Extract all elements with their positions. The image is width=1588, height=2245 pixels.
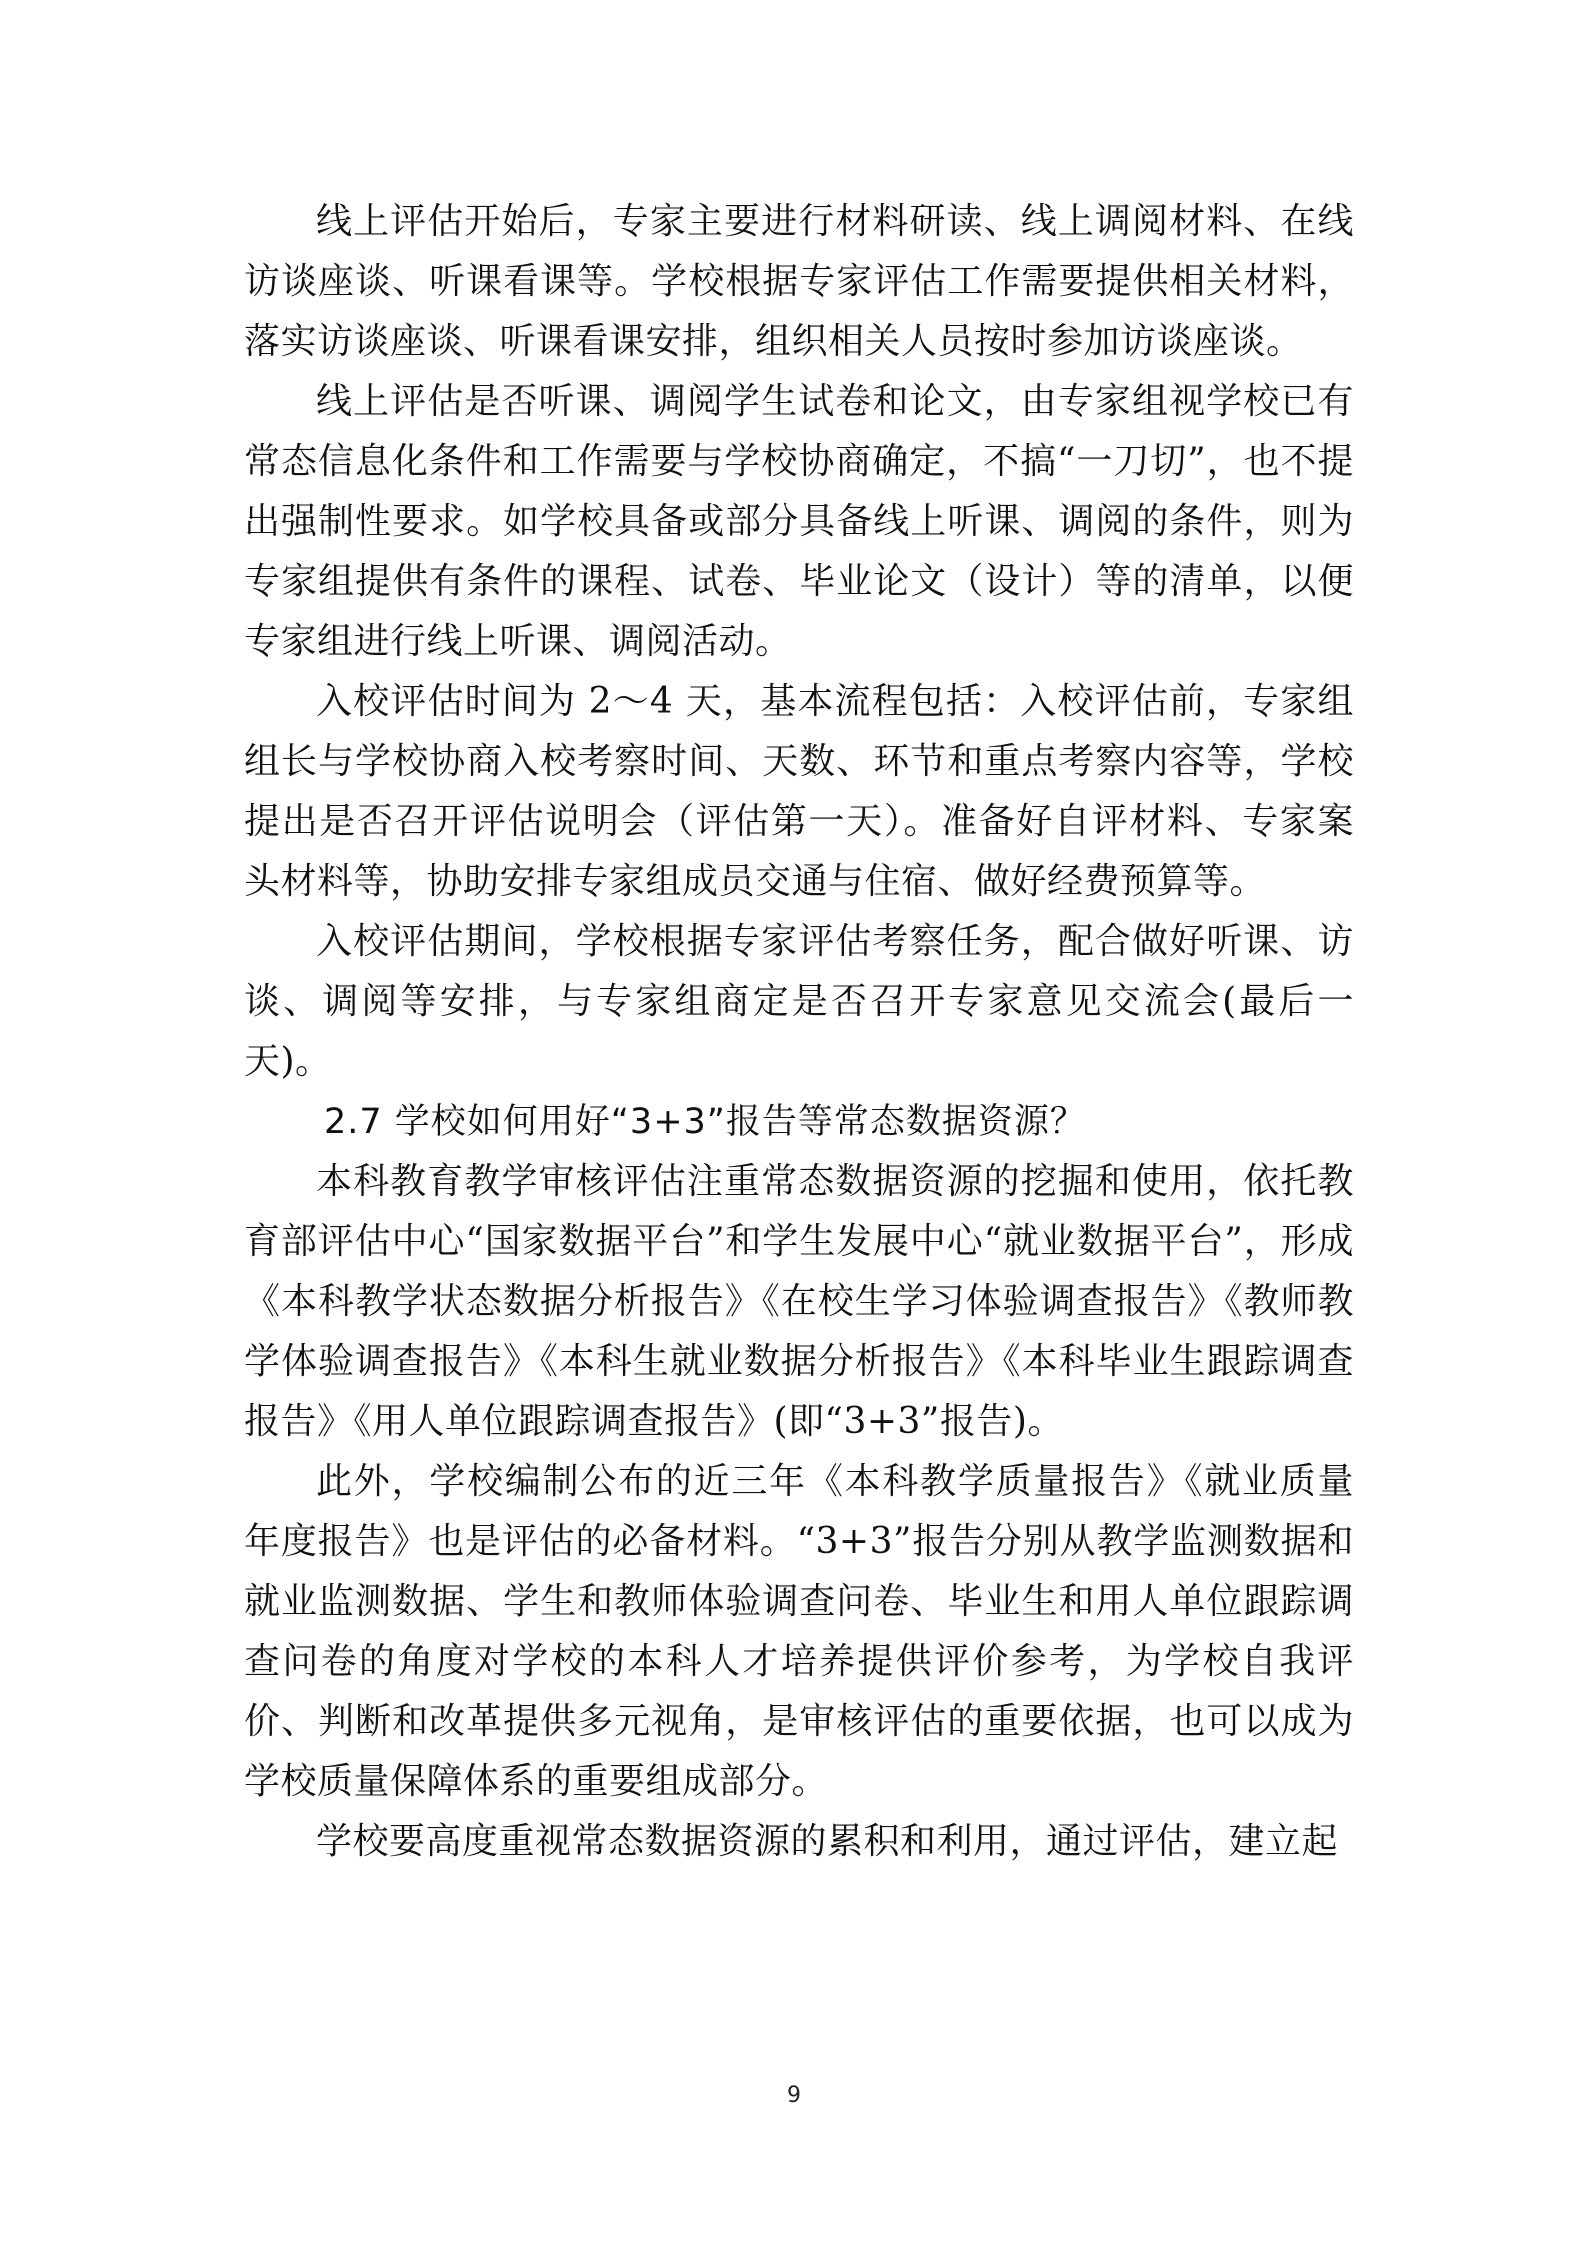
paragraph-additional-reports: 此外，学校编制公布的近三年《本科教学质量报告》《就业质量年度报告》也是评估的必备材料。“3+3”报告分别从教学监测数据和就业监测数据、学生和教师体验调查问卷、毕业生和用人单位跟踪调查问卷的角度对学校的本科人才培养提供评价参考，为学校自我评价、判断和改革提供多元视角，是审核评估的重要依据，也可以成为学校质量保障体系的重要组成部分。 (244, 1461, 1354, 1802)
document-body (244, 192, 1354, 1872)
paragraph-on-site-evaluation-time: 入校评估时间为 2～4 天，基本流程包括：入校评估前，专家组组长与学校协商入校考察时间、天数、环节和重点考察内容等，学校提出是否召开评估说明会（评估第一天）。准备好自评材料、专家案头材料等，协助安排专家组成员交通与住宿、做好经费预算等。 (244, 681, 1354, 902)
section-heading-2-7: 2.7 学校如何用好“3+3”报告等常态数据资源？ (324, 1102, 1086, 1142)
paragraph-on-site-evaluation-period: 入校评估期间，学校根据专家评估考察任务，配合做好听课、访谈、调阅等安排，与专家组商定是否召开专家意见交流会(最后一天)。 (244, 921, 1354, 1082)
paragraph-data-resources: 本科教育教学审核评估注重常态数据资源的挖掘和使用，依托教育部评估中心“国家数据平台”和学生发展中心“就业数据平台”，形成《本科教学状态数据分析报告》《在校生学习体验调查报告》《教师教学体验调查报告》《本科生就业数据分析报告》《本科毕业生跟踪调查报告》《用人单位跟踪调查报告》(即“3+3”报告)。 (244, 1161, 1354, 1442)
paragraph-online-evaluation-start: 线上评估开始后，专家主要进行材料研读、线上调阅材料、在线访谈座谈、听课看课等。学校根据专家评估工作需要提供相关材料，落实访谈座谈、听课看课安排，组织相关人员按时参加访谈座谈。 (244, 201, 1354, 362)
paragraph-data-accumulation: 学校要高度重视常态数据资源的累积和利用，通过评估，建立起 (316, 1821, 1339, 1862)
page-number: 9 (787, 2083, 801, 2108)
paragraph-online-class-observation: 线上评估是否听课、调阅学生试卷和论文，由专家组视学校已有常态信息化条件和工作需要与学校协商确定，不搞“一刀切”，也不提出强制性要求。如学校具备或部分具备线上听课、调阅的条件，则为专家组提供有条件的课程、试卷、毕业论文（设计）等的清单，以便专家组进行线上听课、调阅活动。 (244, 381, 1354, 662)
